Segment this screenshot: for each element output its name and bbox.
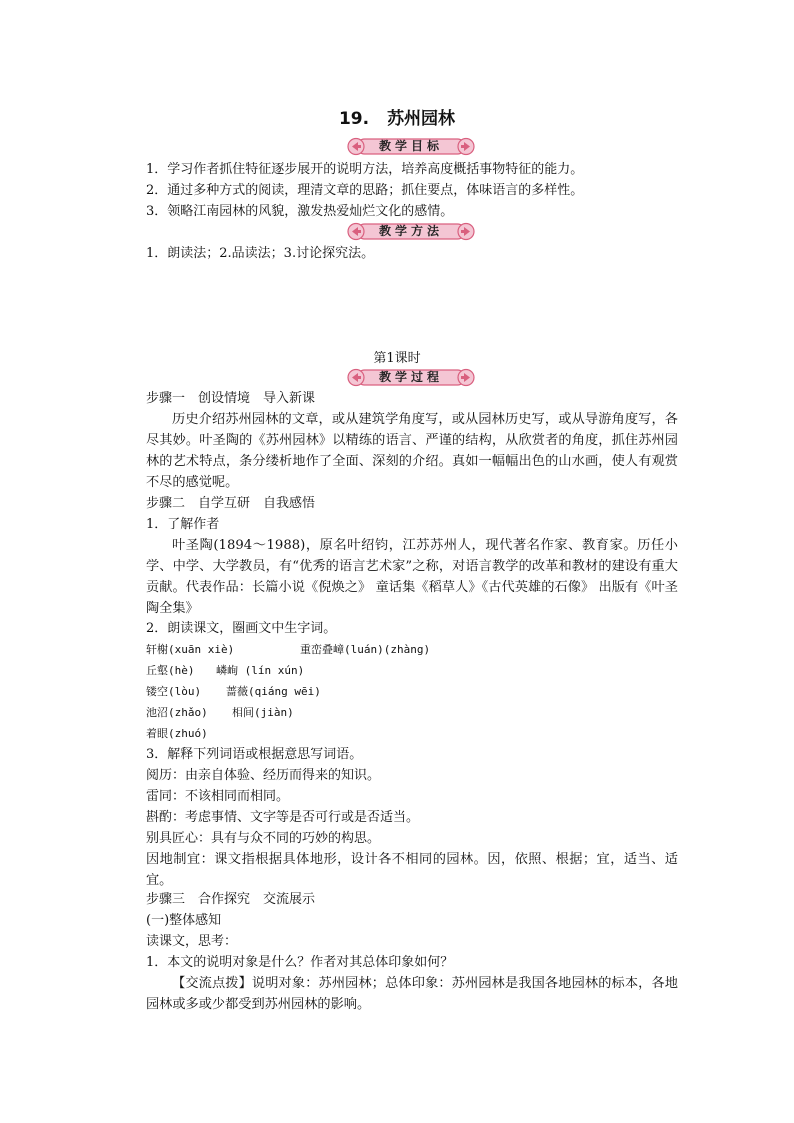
- step2-subheading-definitions: 3．解释下列词语或根据意思写词语。: [146, 747, 363, 762]
- step3-heading: 步骤三 合作探究 交流展示: [146, 892, 316, 907]
- goal-item: 1．学习作者抓住特征逐步展开的说明方法，培养高度概括事物特征的能力。: [146, 162, 584, 177]
- read-instruction: 读课文，思考：: [146, 934, 238, 949]
- banner-label: 教学过程: [378, 370, 443, 384]
- goal-item: 2．通过多种方式的阅读，理清文章的思路；抓住要点，体味语言的多样性。: [146, 183, 584, 198]
- vocab-item: 蔷薇(qiáng wēi): [226, 685, 321, 698]
- goal-item: 3．领略江南园林的风貌，激发热爱灿烂文化的感情。: [146, 204, 454, 219]
- banner-teaching-goals: [347, 137, 475, 156]
- vocab-item: 镂空(lòu): [146, 685, 202, 698]
- vocab-item: 轩榭(xuān xiè): [146, 643, 235, 656]
- step1-heading: 步骤一 创设情境 导入新课: [146, 391, 316, 406]
- step2-subheading-author: 1．了解作者: [146, 517, 220, 532]
- lesson-number: 19.: [338, 109, 370, 129]
- banner-teaching-methods: [347, 222, 475, 241]
- banner-label: 教学目标: [378, 139, 443, 153]
- step3-subheading-overview: (一)整体感知: [146, 913, 222, 928]
- vocab-item: 着眼(zhuó): [146, 727, 208, 740]
- lesson-period: 第1课时: [373, 351, 421, 366]
- step1-paragraph: 历史介绍苏州园林的文章，或从建筑学角度写，或从园林历史写，或从导游角度写，各尽其妙。叶圣陶的《苏州园林》以精练的语言、严谨的结构，从欣赏者的角度，抓住苏州园林的艺术特点，条分缕析地作了全面、深刻的介绍。真如一幅幅出色的山水画，使人有观赏不尽的感觉呢。: [146, 412, 678, 490]
- definition-item: 雷同：不该相同而相同。: [146, 789, 290, 804]
- lesson-title: [0, 104, 794, 129]
- definition-item: 因地制宜：课文指根据具体地形，设计各不相同的园林。因，依照、根据；宜，适当、适宜。: [146, 852, 678, 888]
- vocab-item: 嶙峋 (lín xún): [216, 664, 305, 677]
- step2-subheading-vocab: 2．朗读课文，圈画文中生字词。: [146, 621, 337, 636]
- vocab-item: 池沼(zhǎo): [146, 706, 208, 719]
- step2-heading: 步骤二 自学互研 自我感悟: [146, 496, 316, 511]
- methods-text: 1．朗读法；2.品读法；3.讨论探究法。: [146, 246, 375, 261]
- lesson-name: 苏州园林: [387, 109, 456, 129]
- definition-item: 别具匠心：具有与众不同的巧妙的构思。: [146, 831, 381, 846]
- definition-item: 阅历：由亲自体验、经历而得来的知识。: [146, 768, 381, 783]
- definition-item: 斟酌：考虑事情、文字等是否可行或是否适当。: [146, 810, 420, 825]
- banner-label: 教学方法: [378, 224, 443, 238]
- author-paragraph: 叶圣陶(1894～1988)，原名叶绍钧，江苏苏州人，现代著名作家、教育家。历任小学、中学、大学教员，有“优秀的语言艺术家”之称，对语言教学的改革和教材的建设有重大贡献。代表作品：长篇小说《倪焕之》 童话集《稻草人》《古代英雄的石像》 出版有《叶圣陶全集》: [146, 538, 678, 616]
- question-item: 1．本文的说明对象是什么？作者对其总体印象如何？: [146, 955, 454, 970]
- vocab-item: 重峦叠嶂(luán)(zhàng): [300, 643, 431, 656]
- vocab-item: 丘壑(hè): [146, 664, 195, 677]
- answer-paragraph: 【交流点拨】说明对象：苏州园林；总体印象：苏州园林是我国各地园林的标本，各地园林或多或少都受到苏州园林的影响。: [146, 976, 678, 1012]
- banner-teaching-process: [347, 368, 475, 387]
- vocab-item: 相间(jiàn): [232, 706, 294, 719]
